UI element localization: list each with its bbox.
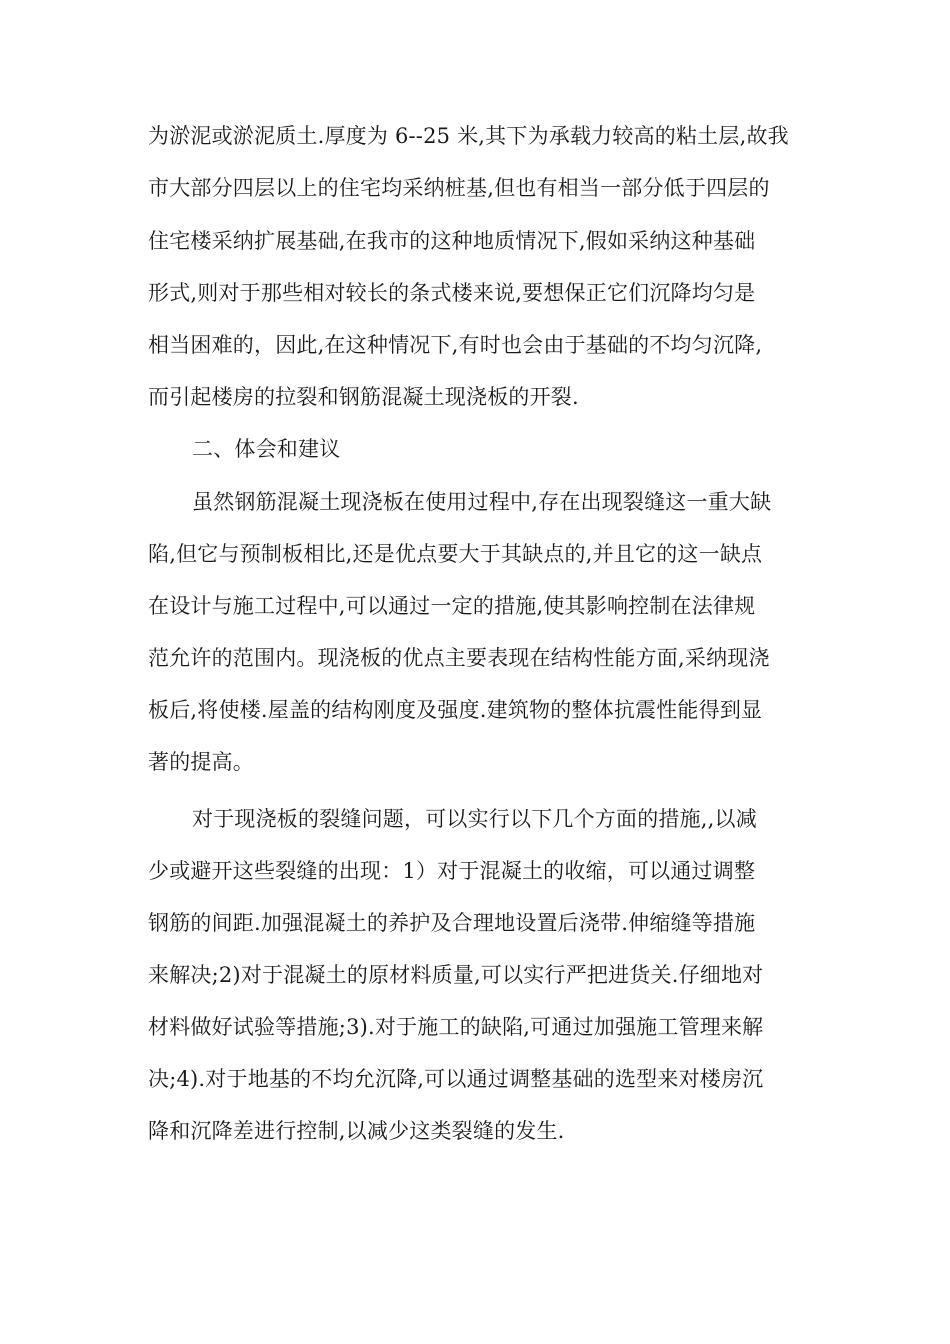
paragraph-line: 对于现浇板的裂缝问题，可以实行以下几个方面的措施,,以减 (192, 807, 757, 831)
paragraph-line: 材料做好试验等措施;3).对于施工的缺陷,可通过加强施工管理来解 (148, 1015, 764, 1039)
paragraph-line: 少或避开这些裂缝的出现：1）对于混凝土的收缩，可以通过调整 (148, 859, 756, 883)
paragraph-line: 相当困难的，因此,在这种情况下,有时也会由于基础的不均匀沉降, (148, 333, 763, 357)
paragraph-line: 而引起楼房的拉裂和钢筋混凝土现浇板的开裂. (148, 385, 579, 409)
paragraph-line: 板后,将使楼.屋盖的结构刚度及强度.建筑物的整体抗震性能得到显 (148, 698, 763, 722)
paragraph-line: 形式,则对于那些相对较长的条式楼来说,要想保正它们沉降均匀是 (148, 281, 756, 305)
paragraph-line: 陷,但它与预制板相比,还是优点要大于其缺点的,并且它的这一缺点 (148, 542, 763, 566)
paragraph-line: 钢筋的间距.加强混凝土的养护及合理地设置后浇带.伸缩缝等措施 (148, 911, 756, 935)
paragraph-line: 在设计与施工过程中,可以通过一定的措施,使其影响控制在法律规 (148, 594, 756, 618)
paragraph-line: 著的提高。 (148, 750, 254, 774)
paragraph-line: 住宅楼采纳扩展基础,在我市的这种地质情况下,假如采纳这种基础 (148, 229, 756, 253)
paragraph-line: 范允许的范围内。现浇板的优点主要表现在结构性能方面,采纳现浇 (148, 646, 770, 670)
paragraph-line: 降和沉降差进行控制,以减少这类裂缝的发生. (148, 1119, 565, 1143)
section-heading: 二、体会和建议 (192, 437, 341, 461)
paragraph-line: 市大部分四层以上的住宅均采纳桩基,但也有相当一部分低于四层的 (148, 176, 770, 200)
paragraph-line: 虽然钢筋混凝土现浇板在使用过程中,存在出现裂缝这一重大缺 (192, 490, 772, 514)
paragraph-line: 来解决;2)对于混凝土的原材料质量,可以实行严把进货关.仔细地对 (148, 963, 764, 987)
paragraph-line: 决;4).对于地基的不均允沉降,可以通过调整基础的选型来对楼房沉 (148, 1067, 764, 1091)
paragraph-line: 为淤泥或淤泥质土.厚度为 6--25 米,其下为承载力较高的粘土层,故我 (148, 124, 789, 148)
